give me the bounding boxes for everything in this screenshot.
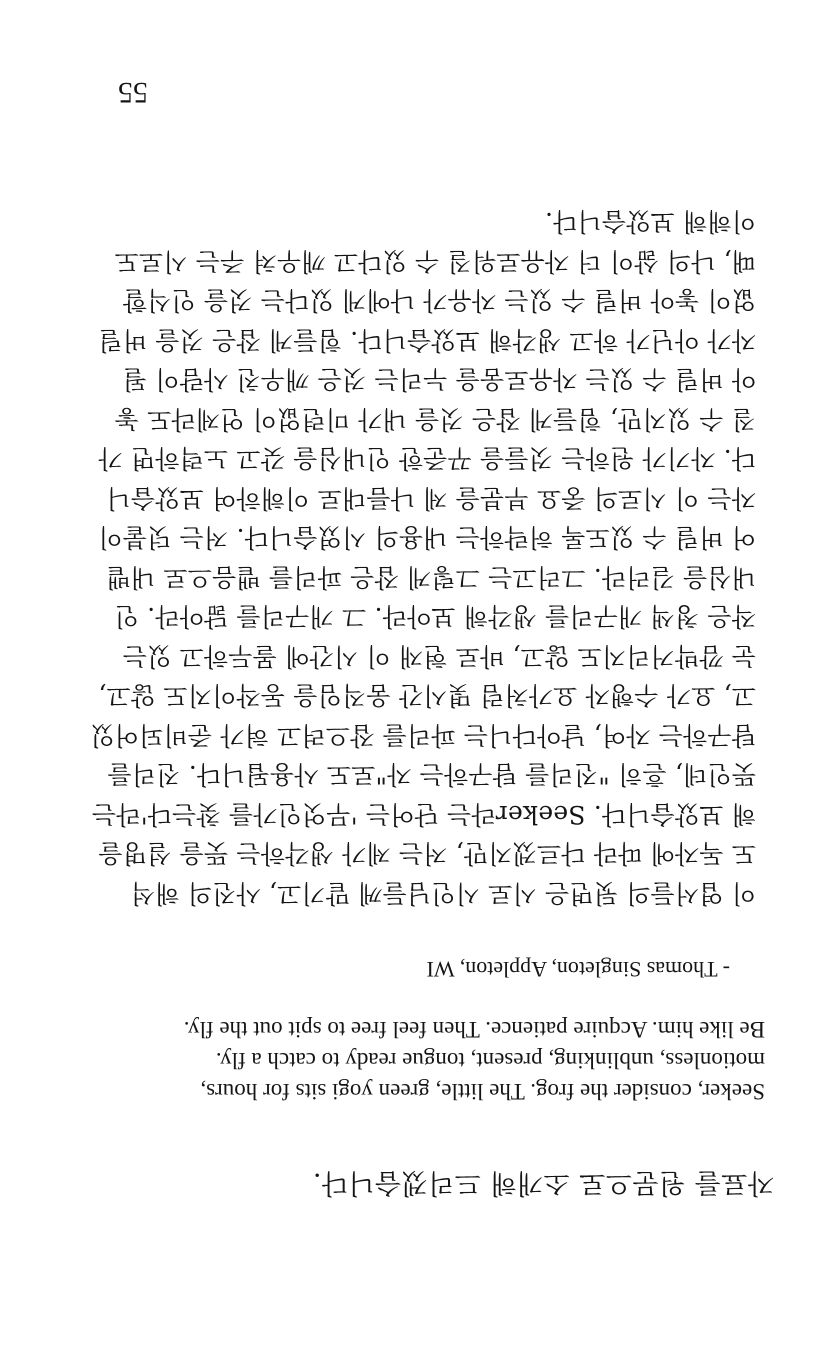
body-line: 이 엽서들의 뒷면은 시로 시인님들께 맡기고, 사진의 해석: [130, 879, 756, 908]
quote-line: Seeker, consider the frog. The little, green yogi sits for hours,: [200, 1079, 765, 1104]
body-line: 질 수 있지만, 힘들게 잡은 것을 내가 미련없이 언제라도 놓: [114, 405, 756, 434]
body-line: 탐구하는 자여, 날아다니는 파리를 잡으려고 혀가 준비되어있: [90, 721, 756, 750]
quote-line: motionless, unblinking, present, tongue ready to catch a fly.: [215, 1048, 765, 1073]
body-line: 없이 놓아 버릴 수 있는 자유가 나에게 있다는 것을 인식할: [122, 286, 756, 316]
body-line: 아 버릴 수 있는 자유로움을 누리는 것은 깨우친 사람이 될: [122, 365, 756, 395]
quote-line: Be like him. Acquire patience. Then feel free to spit out the fly.: [183, 1017, 765, 1042]
body-line: 자가 아닌가 하고 생각해 보았습니다. 힘들게 잡은 것을 버릴: [98, 326, 756, 355]
body-line: 내심을 길러라. 그러고는 그렇게 잡은 파리를 뱉음으로 내뱉: [106, 563, 756, 592]
body-line: 때, 나의 삶이 더 자유로워질 수 있다고 깨우쳐 주는 시로도: [114, 247, 756, 276]
body-line: 뜻인데, 흔히 "진리를 탐구하는 자"로도 사용됩니다. 진리를: [107, 760, 756, 790]
english-quote: [65, 1014, 765, 1107]
quote-attribution: - Thomas Singleton, Appleton, WI: [426, 957, 730, 982]
body-paragraph: [90, 202, 756, 913]
intro-line: 자료를 원문으로 소개해 드리겠습니다.: [312, 1167, 774, 1198]
body-line: 자는 이 시로의 중요 부분을 제 나름대로 이해하여 보았습니: [106, 484, 756, 513]
body-line: 이해해 보았습니다.: [544, 207, 756, 237]
body-line: 어 버릴 수 있도록 허락하는 내용의 시였습니다. 저는 덧붙이: [98, 523, 756, 553]
body-line: 도 독자에 따라 다르겠지만, 저는 제가 생각하는 뜻을 설명을: [98, 839, 756, 869]
body-line: 다. 자기가 원하는 것들을 꾸준한 인내심을 갖고 노력하면 가: [98, 444, 756, 474]
body-line: 고, 요가 수행자 요가처럼 몇시간 움직임을 동작이지도 않고,: [98, 681, 756, 711]
page-number: 55: [118, 76, 148, 109]
body-line: 해 보았습니다. Seeker라는 단어는 '무엇인가를 찾는다'라는: [91, 800, 756, 829]
body-line: 작은 청색 개구리를 생각해 보아라. 그 개구리를 닮아라. 인: [114, 602, 756, 632]
body-line: 눈 깜박거리지도 않고, 바로 현재 이 시간에 몰두하고 있는: [122, 642, 756, 671]
